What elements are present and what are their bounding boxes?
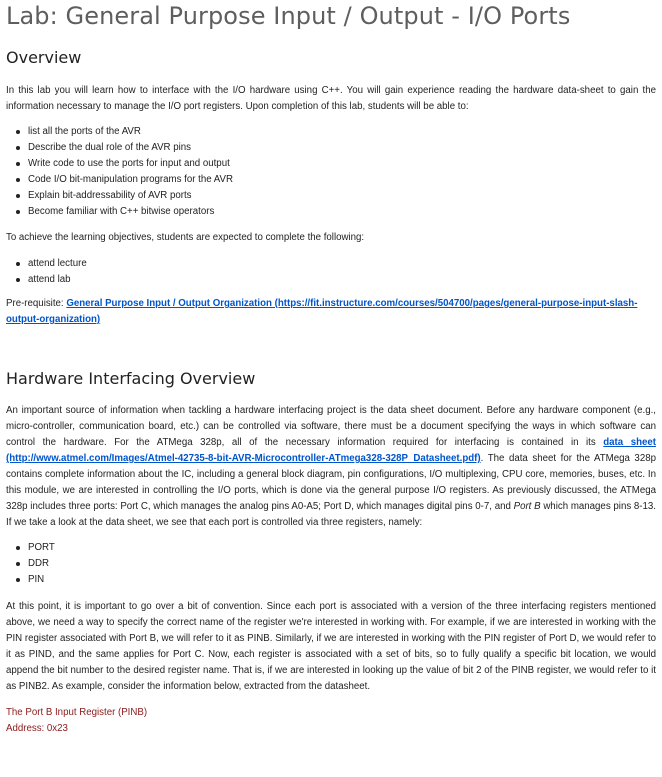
tasks-list — [6, 256, 656, 288]
hardware-paragraph-1 — [6, 403, 656, 531]
list-item: Describe the dual role of the AVR pins — [26, 140, 656, 156]
hardware-paragraph-2: At this point, it is important to go over a bit of convention. Since each port is associated with a version of the three interfacing registers mentioned above, we need a way to specify the correct name of the register we're interested in working with. For example, if we are interested in working with the PIN register associated with Port B, we will refer to it as PINB. Similarly, if we are interested in working with the PIN register of Port D, we would refer to it as PIND, and the same applies for Port C. Now, each register is associated with a set of bits, so to fully qualify a specific bit location, we would append the bit number to the desired register name. That is, if we are interested in looking up the value of bit 2 of the PINB register, we would refer to it as PINB2. As example, consider the information below, extracted from the datasheet. — [6, 601, 656, 692]
objectives-list — [6, 124, 656, 220]
registers-list — [6, 540, 656, 588]
pinb-address: Address: 0x23 — [6, 723, 68, 734]
list-item: DDR — [26, 556, 656, 572]
hardware-heading: Hardware Interfacing Overview — [6, 369, 256, 388]
prereq-link[interactable]: General Purpose Input / Output Organization (https://fit.instructure.com/courses/504700/pages/general-purpose-input-slash-output-organization) — [6, 298, 638, 325]
list-item: attend lecture — [26, 256, 656, 272]
list-item: PORT — [26, 540, 656, 556]
p1-end: which manages pins 8-13. If we take a look at the data sheet, we see that each port is controlled via three registers, namely: — [6, 501, 656, 528]
datasheet-link[interactable]: data sheet (http://www.atmel.com/Images/Atmel-42735-8-bit-AVR-Microcontroller-ATmega328-328P_Datasheet.pdf) — [6, 437, 656, 464]
achieve-text: To achieve the learning objectives, students are expected to complete the following: — [6, 232, 365, 243]
list-item: list all the ports of the AVR — [26, 124, 656, 140]
list-item: Become familiar with C++ bitwise operators — [26, 204, 656, 220]
page-title: Lab: General Purpose Input / Output - I/O Ports — [6, 2, 571, 30]
pinb-title: The Port B Input Register (PINB) — [6, 707, 148, 718]
list-item: Write code to use the ports for input and output — [26, 156, 656, 172]
list-item: Explain bit-addressability of AVR ports — [26, 188, 656, 204]
overview-heading: Overview — [6, 48, 82, 67]
p1-mid: . The data sheet for the ATMega 328p contains complete information about the IC, including a general block diagram, pin configurations, I/O multiplexing, CPU core, memories, buses, etc. In this module, we are interested in controlling the I/O ports, which is done via the general purpose I/O registers. As previously discussed, the ATMega 328p includes three ports: Port C, which manages the analog pins A0-A5; Port D, which manages digital pins 0-7, and — [6, 453, 656, 512]
prerequisite — [6, 296, 656, 328]
p1-start: An important source of information when tackling a hardware interfacing project is the data sheet document. Before any hardware component (e.g., micro-controller, communication board, etc.) can be controlled via software, there must be a document specifying the ways in which software can control the hardware. For the ATMega 328p, all of the necessary information required for interfacing is contained in its — [6, 405, 656, 448]
overview-intro: In this lab you will learn how to interface with the I/O hardware using C++. You will gain experience reading the hardware data-sheet to gain the information necessary to manage the I/O port registers. Upon completion of this lab, students will be able to: — [6, 85, 656, 112]
list-item: attend lab — [26, 272, 656, 288]
list-item: PIN — [26, 572, 656, 588]
port-b-italic: Port B — [513, 501, 541, 512]
prereq-label: Pre-requisite: — [6, 298, 67, 309]
list-item: Code I/O bit-manipulation programs for the AVR — [26, 172, 656, 188]
